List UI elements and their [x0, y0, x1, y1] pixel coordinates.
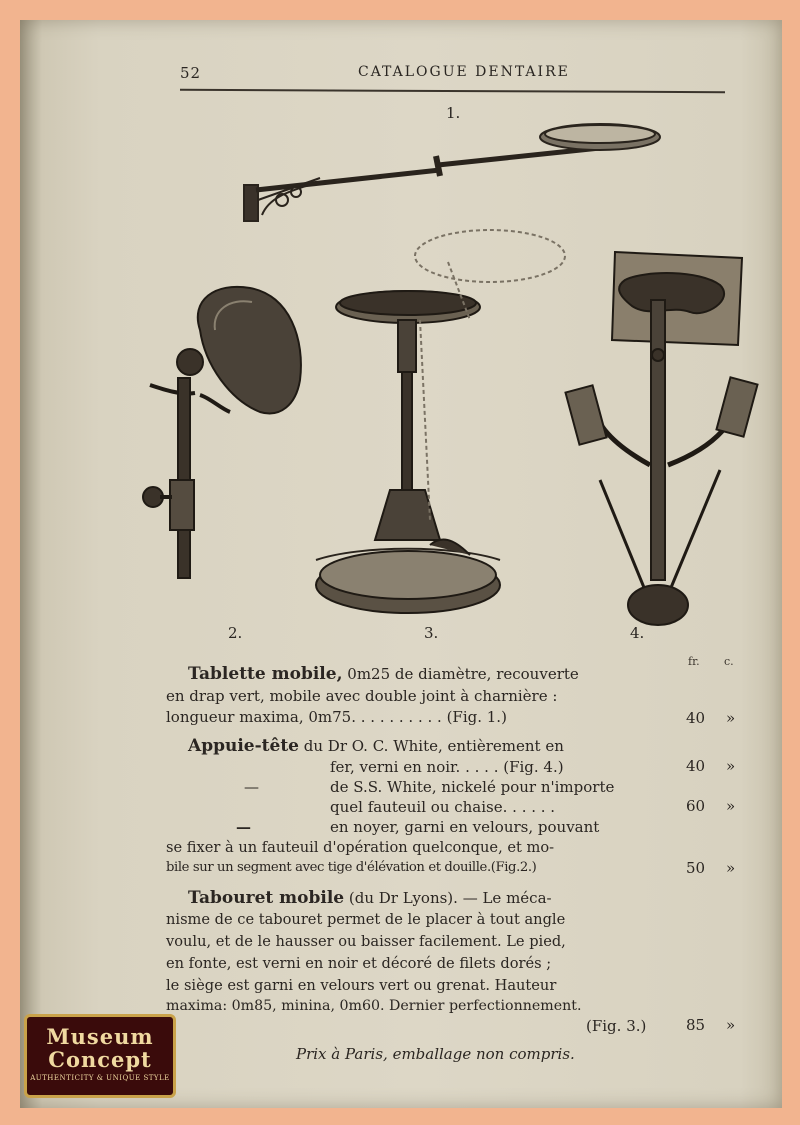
entry-appuie-price3: 50: [686, 859, 706, 877]
entry-tablette-price: 40: [686, 709, 706, 727]
entry-tabouret-line7: (Fig. 3.): [586, 1017, 647, 1035]
entry-appuie-dash2: —: [244, 778, 259, 796]
entry-appuie-price2: 60: [686, 797, 706, 815]
entry-appuie-cents3: »: [726, 859, 736, 877]
entry-appuie-title: Appuie-tête: [188, 736, 299, 756]
entry-appuie-line2: fer, verni en noir. . . . . (Fig. 4.): [330, 758, 564, 776]
fig1-mobile-tray-illustration: [244, 124, 660, 221]
entry-tabouret-desc: (du Dr Lyons). — Le méca-: [344, 889, 552, 907]
entry-appuie-line4: quel fauteuil ou chaise. . . . . .: [330, 798, 556, 816]
unit-francs: fr.: [688, 655, 700, 668]
entry-tabouret-title: Tabouret mobile: [188, 888, 345, 908]
logo-line2: Concept: [48, 1047, 152, 1072]
entry-appuie-line3: de S.S. White, nickelé pour n'importe: [330, 778, 615, 796]
entry-tablette-line1: [188, 664, 668, 684]
figure-label-3: 3.: [424, 624, 439, 642]
logo-tagline: AUTHENTICITY & UNIQUE STYLE: [30, 1074, 170, 1082]
entry-tabouret-line4: en fonte, est verni en noir et décoré de filets dorés ;: [166, 955, 552, 972]
figure-label-4: 4.: [630, 624, 645, 642]
entry-tablette-desc: 0m25 de diamètre, recouverte: [342, 665, 579, 683]
fig2-headrest-illustration: [143, 287, 301, 578]
entry-tabouret-line2: nisme de ce tabouret permet de le placer à tout angle: [166, 911, 566, 928]
entry-appuie-line1: [188, 736, 668, 756]
entry-appuie-cents2: »: [726, 797, 736, 815]
entry-appuie-line7: bile sur un segment avec tige d'élévation et douille.(Fig.2.): [166, 860, 537, 875]
entry-appuie-line6: se fixer à un fauteuil d'opération quelconque, et mo-: [166, 839, 555, 856]
figure-label-1: 1.: [446, 104, 461, 122]
entry-tabouret-line6: maxima: 0m85, minina, 0m60. Dernier perfectionnement.: [166, 998, 582, 1014]
entry-tabouret-line1: [188, 888, 668, 908]
museum-concept-watermark-logo: [24, 1014, 176, 1098]
figure-label-2: 2.: [228, 624, 243, 642]
footer-note: Prix à Paris, emballage non compris.: [296, 1045, 575, 1063]
entry-tabouret-line3: voulu, et de le hausser ou baisser facilement. Le pied,: [166, 933, 566, 950]
entry-tablette-title: Tablette mobile,: [188, 664, 343, 684]
entry-tablette-line3: longueur maxima, 0m75. . . . . . . . . . (Fig. 1.): [166, 708, 507, 726]
entry-appuie-desc: du Dr O. C. White, entièrement en: [299, 737, 564, 755]
entry-tablette-cents: »: [726, 709, 736, 727]
entry-tabouret-price: 85: [686, 1016, 706, 1034]
fig3-stool-illustration: [316, 230, 565, 613]
entry-tabouret-line5: le siège est garni en velours vert ou grenat. Hauteur: [166, 977, 557, 994]
running-title: CATALOGUE DENTAIRE: [358, 64, 570, 80]
entry-tablette-line2: en drap vert, mobile avec double joint à charnière :: [166, 687, 558, 705]
logo-line1: Museum: [46, 1024, 154, 1049]
entry-appuie-dash3: —: [236, 818, 251, 836]
fig4-headrest-frame-illustration: [565, 252, 757, 625]
unit-centimes: c.: [724, 655, 734, 668]
entry-appuie-cents1: »: [726, 757, 736, 775]
entry-tabouret-cents: »: [726, 1016, 736, 1034]
entry-appuie-price1: 40: [686, 757, 706, 775]
entry-appuie-line5: en noyer, garni en velours, pouvant: [330, 818, 600, 836]
page-number: 52: [180, 64, 202, 82]
